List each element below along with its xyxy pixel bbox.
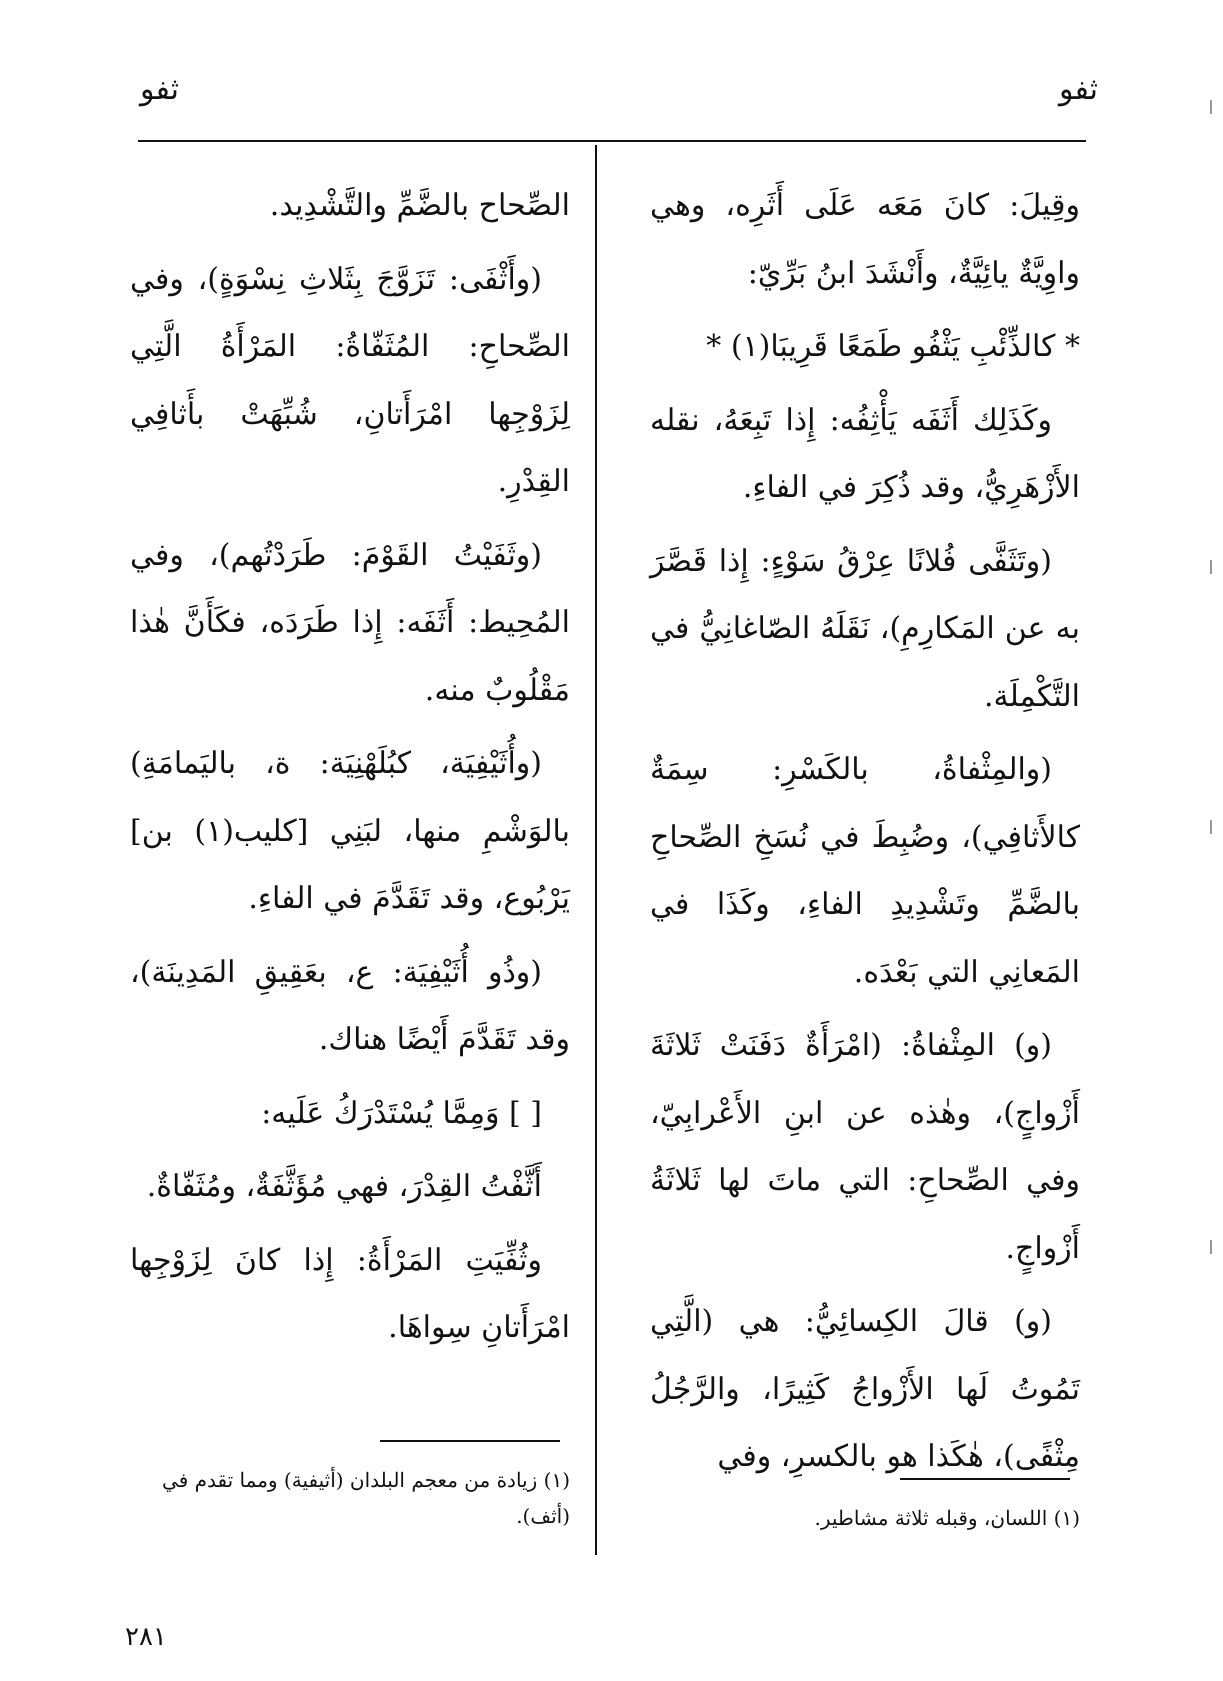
paragraph: (وذُو أُثَيْفِيَة: ع، بعَقِيقِ المَدِينَة)، وقد تَقَدَّمَ أَيْضًا هناك. xyxy=(130,954,570,1057)
paragraph: (و) المِثْفاةُ: (امْرَأَةٌ دَفَنَتْ ثَلاثَةَ أَزْواجٍ)، وهٰذه عن ابنِ الأَعْرابِيّ، وفي الصِّحاحِ: التي ماتَ لها ثَلاثَةُ أَزْواجٍ. xyxy=(650,1028,1080,1266)
paragraph: (وتَثَفَّى فُلانًا عِرْقُ سَوْءٍ: إِذا قَصَّرَ به عن المَكارِمِ)، نَقَلَهُ الصّاغانِيُّ في التَّكْمِلَة. xyxy=(650,543,1080,714)
paragraph: (والمِثْفاةُ، بالكَسْرِ: سِمَةٌ كالأَثافِي)، وضُبِطَ في نُسَخِ الصِّحاحِ بالضَّمِّ وتَشْدِيدِ الفاءِ، وكَذَا في المَعانِي التي بَعْدَه. xyxy=(650,752,1080,990)
paragraph: [ ] وَمِمَّا يُسْتَدْرَكُ عَلَيه: xyxy=(261,1095,542,1131)
paragraph: وكَذَلِك أَثَفَه يَأْثِفُه: إِذا تَبِعَهُ، نقله الأَزْهَرِيُّ، وقد ذُكِرَ في الفاءِ. xyxy=(650,402,1080,505)
header-rule xyxy=(138,140,1086,142)
margin-mark xyxy=(1210,1240,1212,1254)
running-header-left: ثفو xyxy=(140,72,180,107)
paragraph: (وأُثَيْفِيَة، كبُلَهْنِيَة: ة، باليَمامَةِ) بالوَشْمِ منها، لبَنِي [كليب(١) بن] يَرْبُوع، وقد تَقَدَّمَ في الفاءِ. xyxy=(130,746,571,916)
verse-line: * كالذِّئْبِ يَثْفُو طَمَعًا قَرِيبَا(١) * xyxy=(706,329,1080,364)
paragraph: الصِّحاح بالضَّمِّ والتَّشْدِيد. xyxy=(269,188,570,223)
paragraph: (وثَفَيْتُ القَوْمَ: طَرَدْتُهم)، وفي المُحِيط: أَثَفَه: إِذا طَرَدَه، فكَأَنَّ هٰذا مَقْلُوبٌ منه. xyxy=(130,537,570,708)
right-column xyxy=(650,172,1080,1497)
paragraph: (وأَثْفَى: تَزَوَّجَ بِثَلاثِ نِسْوَةٍ)، وفي الصِّحاحِ: المُثَفّاةُ: المَرْأَةُ الَّتِي لِزَوْجِها امْرَأَتانِ، شُبِّهَتْ بأَثافِي القِدْرِ. xyxy=(130,261,570,499)
margin-mark xyxy=(1210,100,1212,114)
running-header-right: ثفو xyxy=(1058,72,1098,107)
paragraph: وقِيلَ: كانَ مَعَه عَلَى أَثَرِه، وهي واوِيَّةٌ يائِيَّةٌ، وأَنْشَدَ ابنُ بَرِّيّ: xyxy=(650,188,1080,291)
footnote-right: (١) اللسان، وقبله ثلاثة مشاطير. xyxy=(814,1506,1080,1530)
left-column xyxy=(130,172,570,1368)
footnote-left: (١) زيادة من معجم البلدان (أثيفية) ومما تقدم في (أثف). xyxy=(162,1468,570,1528)
paragraph: وثُفِّيَتِ المَرْأَةُ: إِذا كانَ لِزَوْجِها امْرَأَتانِ سِواهَا. xyxy=(130,1242,570,1345)
paragraph: (و) قالَ الكِسائِيُّ: هي (الَّتِي تَمُوتُ لَها الأَزْواجُ كَثِيرًا، والرَّجُلُ مِثْفًى)، هٰكَذا هو بالكسرِ، وفي xyxy=(650,1304,1080,1474)
column-divider xyxy=(595,145,597,1555)
paragraph: أَثَّفْتُ القِدْرَ، فهي مُؤَثَّفَةٌ، ومُثَفّاةٌ. xyxy=(146,1169,542,1204)
margin-mark xyxy=(1210,560,1212,574)
footnote-rule-left xyxy=(380,1440,560,1442)
footnote-rule-right xyxy=(900,1478,1070,1480)
page-number: ٢٨١ xyxy=(125,1622,167,1652)
margin-mark xyxy=(1210,820,1212,834)
